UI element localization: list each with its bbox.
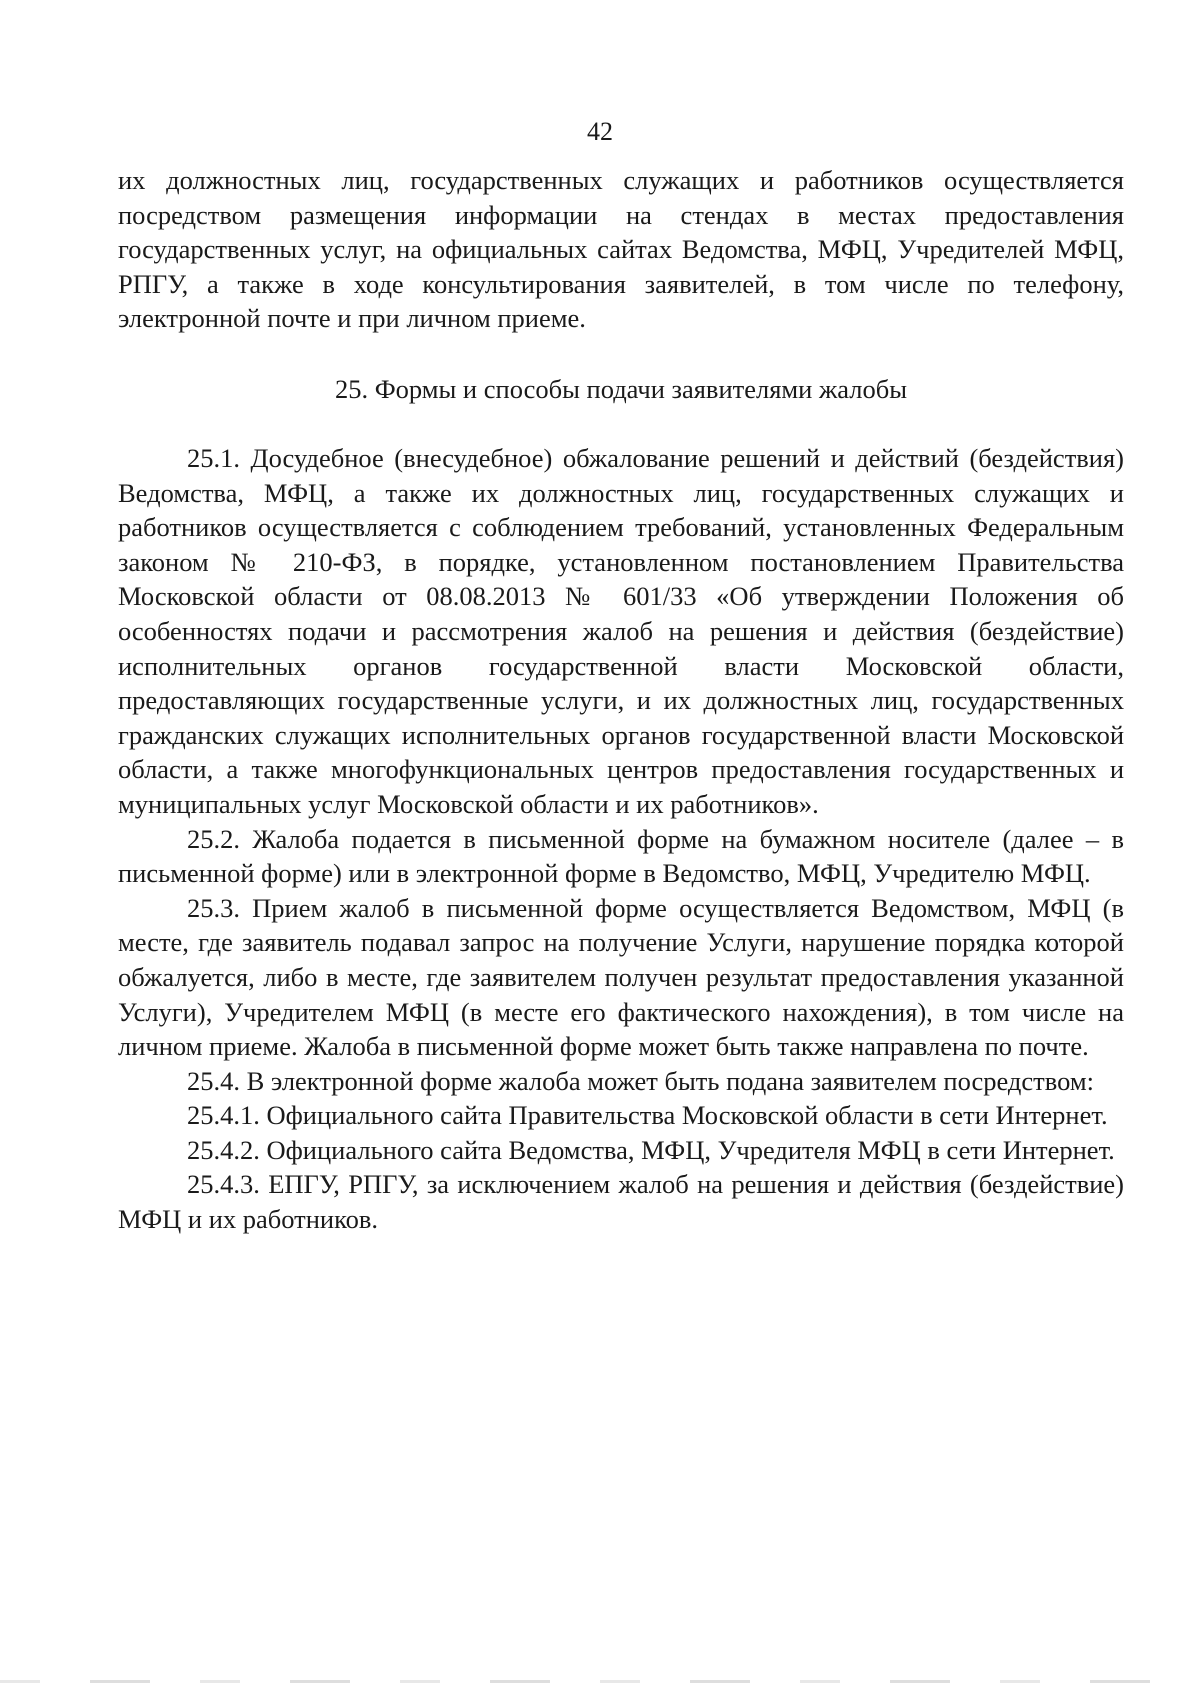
paragraph-25-4: 25.4. В электронной форме жалоба может быть подана заявителем посредством:	[187, 1065, 1094, 1096]
paragraph-25-1: 25.1. Досудебное (внесудебное) обжалование решений и действий (бездействия) Ведомства, МФЦ, а также их должностных лиц, государственных служащих и работников осуществляется с соблюдением требований, установленных Федеральным законом № 210-ФЗ, в порядке, установленном постановлением Правительства Московской области от 08.08.2013 № 601/33 «Об утверждении Положения об особенностях подачи и рассмотрения жалоб на решения и действия (бездействие) исполнительных органов государственной власти Московской области, предоставляющих государственные услуги, и их должностных лиц, государственных гражданских служащих исполнительных органов государственной власти Московской области, а также многофункциональных центров предоставления государственных и муниципальных услуг Московской области и их работников».	[118, 443, 1124, 819]
paragraph-25-3: 25.3. Прием жалоб в письменной форме осуществляется Ведомством, МФЦ (в месте, где заявитель подавал запрос на получение Услуги, нарушение порядка которой обжалуется, либо в месте, где заявителем получен результат предоставления указанной Услуги), Учредителем МФЦ (в месте его фактического нахождения), в том числе на личном приеме. Жалоба в письменной форме может быть также направлена по почте.	[118, 892, 1124, 1062]
intro-paragraph: их должностных лиц, государственных служащих и работников осуществляется посредством размещения информации на стендах в местах предоставления государственных услуг, на официальных сайтах Ведомства, МФЦ, Учредителей МФЦ, РПГУ, а также в ходе консультирования заявителей, в том числе по телефону, электронной почте и при личном приеме.	[118, 165, 1124, 334]
paragraph-25-4-3: 25.4.3. ЕПГУ, РПГУ, за исключением жалоб на решения и действия (бездействие) МФЦ и их работников.	[118, 1169, 1124, 1235]
paragraph-25-4-1: 25.4.1. Официального сайта Правительства Московской области в сети Интернет.	[187, 1100, 1108, 1131]
intro-block	[118, 163, 1124, 336]
section-body	[118, 441, 1124, 1237]
section-heading: 25. Формы и способы подачи заявителями жалобы	[334, 374, 908, 404]
paragraph-25-2: 25.2. Жалоба подается в письменной форме на бумажном носителе (далее – в письменной форме) или в электронной форме в Ведомство, МФЦ, Учредителю МФЦ.	[118, 823, 1124, 889]
scan-artifact-line	[0, 1680, 1200, 1683]
paragraph-25-4-2: 25.4.2. Официального сайта Ведомства, МФЦ, Учредителя МФЦ в сети Интернет.	[187, 1134, 1115, 1165]
page-number: 42	[587, 117, 613, 146]
